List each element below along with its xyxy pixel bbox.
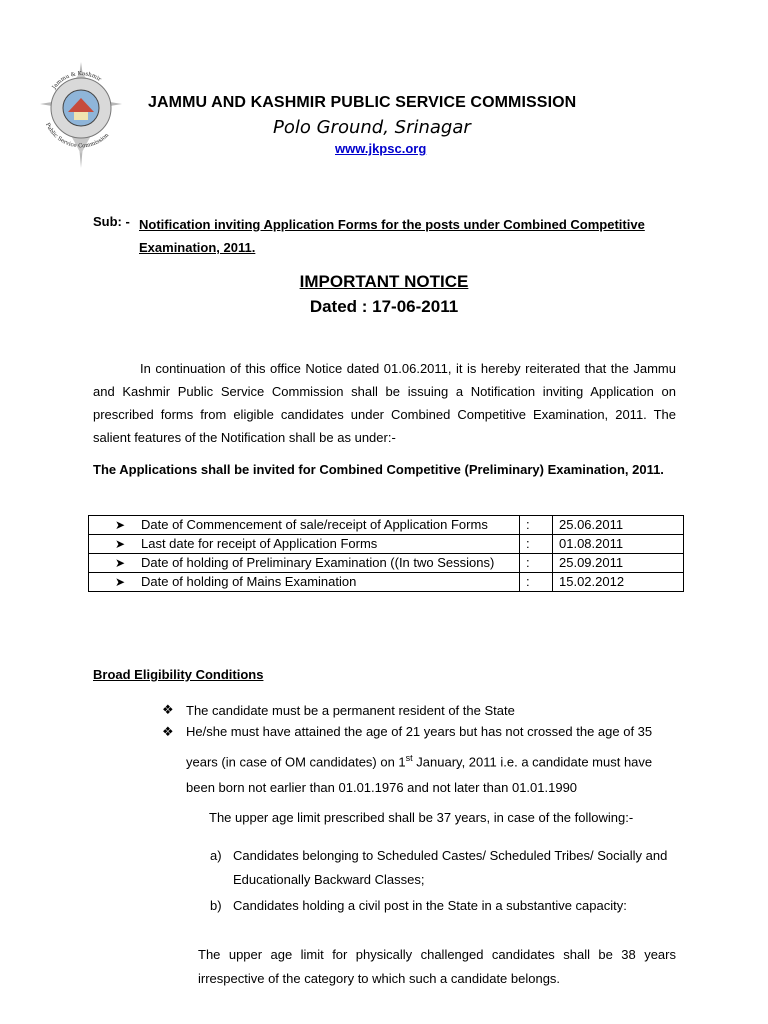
list-label-b: b): [210, 898, 222, 913]
list-label-a: a): [210, 848, 222, 863]
eligibility-heading: Broad Eligibility Conditions: [93, 667, 264, 682]
intro-paragraph: In continuation of this office Notice dated 01.06.2011, it is hereby reiterated that the Jammu and Kashmir Public Service Commission shall be issuing a Notification inviting Application on prescribed forms from eligible candidates under Combined Competitive Examination, 2011. The salient features of the Notification shall be as under:-: [93, 361, 676, 445]
schedule-table: [88, 515, 684, 592]
subject-label: Sub: -: [93, 214, 130, 229]
svg-text:Public Service Commission: Public Service Commission: [44, 122, 111, 150]
arrow-bullet-icon: ➤: [115, 537, 126, 551]
four-diamond-bullet-icon: ❖: [162, 724, 174, 739]
schedule-date: 01.08.2011: [553, 535, 684, 554]
eligibility-bullet-residency: The candidate must be a permanent resident of the State: [186, 703, 515, 718]
schedule-label-cell: ➤ Date of Commencement of sale/receipt of Application Forms: [89, 516, 520, 535]
arrow-bullet-icon: ➤: [115, 575, 126, 589]
table-row: [89, 535, 684, 554]
commission-address: Polo Ground, Srinagar: [273, 117, 471, 138]
schedule-label-cell: ➤ Date of holding of Mains Examination: [89, 573, 520, 592]
schedule-colon: :: [520, 516, 553, 535]
applications-paragraph: The Applications shall be invited for Combined Competitive (Preliminary) Examination, 2011.: [93, 462, 664, 477]
schedule-label-cell: ➤ Date of holding of Preliminary Examination ((In two Sessions): [89, 554, 520, 573]
schedule-date: 25.09.2011: [553, 554, 684, 573]
schedule-colon: :: [520, 554, 553, 573]
schedule-label-cell: ➤ Last date for receipt of Application Forms: [89, 535, 520, 554]
svg-text:Jammu & Kashmir: Jammu & Kashmir: [51, 70, 103, 91]
physically-challenged-paragraph: The upper age limit for physically challenged candidates shall be 38 years irrespective of the category to which such a candidate belongs.: [198, 947, 676, 986]
subject-text: Notification inviting Application Forms for the posts under Combined Competitive Examination, 2011.: [139, 217, 645, 255]
eligibility-bullet-age: He/she must have attained the age of 21 years but has not crossed the age of 35 years (in case of OM candidates) on 1st January, 2011 i.e. a candidate must have been born not earlier than 01.01.1976 and not later than 01.01.1990: [186, 724, 653, 796]
jkpsc-seal-icon: [36, 58, 126, 173]
four-diamond-bullet-icon: ❖: [162, 702, 174, 717]
table-row: [89, 554, 684, 573]
notice-title: IMPORTANT NOTICE: [299, 272, 469, 291]
website-link[interactable]: www.jkpsc.org: [335, 141, 427, 156]
list-item-b: Candidates holding a civil post in the State in a substantive capacity:: [233, 898, 627, 913]
schedule-date: 25.06.2011: [553, 516, 684, 535]
arrow-bullet-icon: ➤: [115, 518, 126, 532]
arrow-bullet-icon: ➤: [115, 556, 126, 570]
table-row: [89, 573, 684, 592]
schedule-colon: :: [520, 535, 553, 554]
notice-date: Dated : 17-06-2011: [309, 297, 459, 316]
list-item-a: Candidates belonging to Scheduled Castes/ Scheduled Tribes/ Socially and Educationally Backward Classes;: [233, 848, 668, 887]
schedule-date: 15.02.2012: [553, 573, 684, 592]
age-relaxation-intro: The upper age limit prescribed shall be 37 years, in case of the following:-: [209, 810, 634, 825]
commission-name: JAMMU AND KASHMIR PUBLIC SERVICE COMMISSION: [148, 94, 577, 111]
schedule-colon: :: [520, 573, 553, 592]
table-row: [89, 516, 684, 535]
